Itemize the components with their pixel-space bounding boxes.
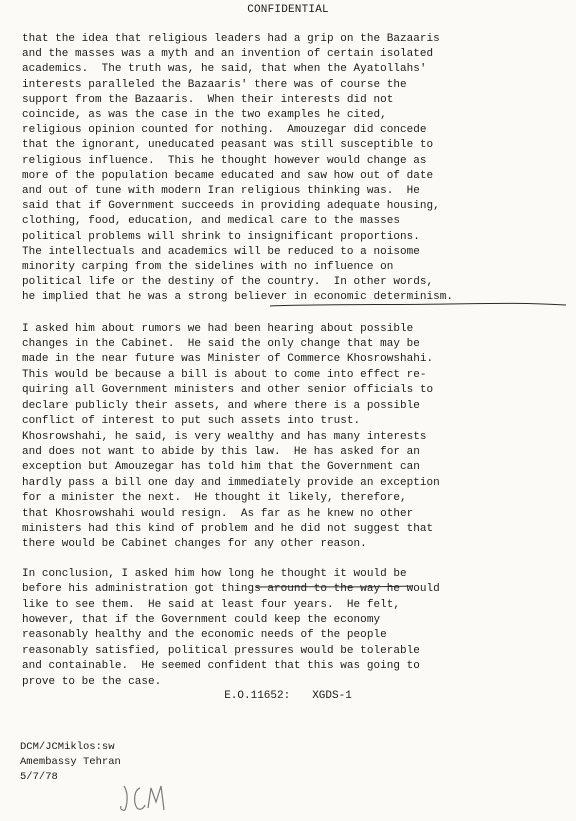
text-line: clothing, food, education, and medical care to the masses bbox=[22, 215, 400, 228]
text-line: made in the near future was Minister of Commerce Khosrowshahi. bbox=[22, 353, 434, 366]
text-line: In conclusion, I asked him how long he thought it would be bbox=[22, 567, 407, 580]
text-line: quiring all Government ministers and other senior officials to bbox=[22, 384, 434, 397]
paragraph-conclusion bbox=[22, 567, 566, 690]
text-line: This would be because a bill is about to come into effect re- bbox=[22, 368, 427, 381]
text-line: and out of tune with modern Iran religious thinking was. He bbox=[22, 185, 420, 198]
classification-header: CONFIDENTIAL bbox=[247, 4, 329, 16]
text-line: interests paralleled the Bazaaris' there was of course the bbox=[22, 78, 407, 91]
paragraph-cabinet-changes bbox=[22, 322, 566, 553]
text-line: that the idea that religious leaders had a grip on the Bazaaris bbox=[22, 33, 440, 45]
text-line: hardly pass a bill one day and immediately provide an exception bbox=[22, 476, 440, 489]
text-line: said that if Government succeeds in providing adequate housing, bbox=[22, 200, 440, 213]
memo-body bbox=[22, 32, 566, 690]
text-line: and the masses was a myth and an invention of certain isolated bbox=[22, 48, 434, 61]
text-line: I asked him about rumors we had been hearing about possible bbox=[22, 322, 414, 335]
text-line: that Khosrowshahi would resign. As far as he knew no other bbox=[22, 507, 414, 520]
text-line: political problems will shrink to insignificant proportions. bbox=[22, 230, 420, 243]
text-line: The intellectuals and academics will be reduced to a noisome bbox=[22, 245, 420, 258]
text-line: that the ignorant, uneducated peasant was still susceptible to bbox=[22, 139, 434, 152]
text-line: conflict of interest to put such assets into trust. bbox=[22, 415, 361, 428]
signature-block bbox=[20, 740, 121, 785]
text-line: more of the population became educated and saw how out of date bbox=[22, 169, 434, 182]
text-line: prove to be the case. bbox=[22, 675, 162, 688]
text-line: reasonably satisfied, political pressures would be tolerable bbox=[22, 644, 420, 657]
text-line: coincide, as was the case in the two examples he cited, bbox=[22, 109, 387, 122]
text-line: Khosrowshahi, he said, is very wealthy and has many interests bbox=[22, 430, 427, 443]
text-line: and containable. He seemed confident that this was going to bbox=[22, 660, 420, 673]
eo-number: E.O.11652: bbox=[224, 690, 291, 702]
text-line: for a minister the next. He thought it likely, therefore, bbox=[22, 492, 407, 505]
text-line: before his administration got things around to the way he would bbox=[22, 583, 440, 596]
declass-code: XGDS-1 bbox=[312, 690, 352, 702]
text-line: religious influence. This he thought however would change as bbox=[22, 154, 427, 167]
text-line: academics. The truth was, he said, that when the Ayatollahs' bbox=[22, 63, 427, 76]
text-line: political life or the destiny of the country. In other words, bbox=[22, 276, 434, 289]
handwritten-initials bbox=[118, 780, 168, 816]
declassification-reference bbox=[0, 690, 576, 702]
text-line: support from the Bazaaris. When their interests did not bbox=[22, 93, 394, 106]
text-line: changes in the Cabinet. He said the only change that may be bbox=[22, 338, 420, 351]
text-line: declare publicly their assets, and where there is a possible bbox=[22, 399, 420, 412]
text-line: however, that if the Government could keep the economy bbox=[22, 613, 381, 626]
paragraph-gap bbox=[22, 553, 566, 567]
paragraph-amouzegar-views bbox=[22, 32, 566, 306]
text-line: there would be Cabinet changes for any other reason. bbox=[22, 538, 367, 551]
text-line: he implied that he was a strong believer in economic determinism. bbox=[22, 291, 454, 304]
text-line: minority carping from the sidelines with no influence on bbox=[22, 261, 394, 274]
text-line: reasonably healthy and the economic needs of the people bbox=[22, 629, 387, 642]
drafter-line: DCM/JCMiklos:sw bbox=[20, 741, 115, 753]
text-line: ministers had this kind of problem and he did not suggest that bbox=[22, 522, 434, 535]
text-line: and does not want to abide by this law. He has asked for an bbox=[22, 445, 420, 458]
paragraph-gap bbox=[22, 306, 566, 322]
text-line: religious opinion counted for nothing. Amouzegar did concede bbox=[22, 124, 427, 137]
text-line: exception but Amouzegar has told him that the Government can bbox=[22, 461, 420, 474]
post-line: Amembassy Tehran bbox=[20, 756, 121, 768]
text-line: like to see them. He said at least four years. He felt, bbox=[22, 598, 400, 611]
date-line: 5/7/78 bbox=[20, 771, 58, 783]
